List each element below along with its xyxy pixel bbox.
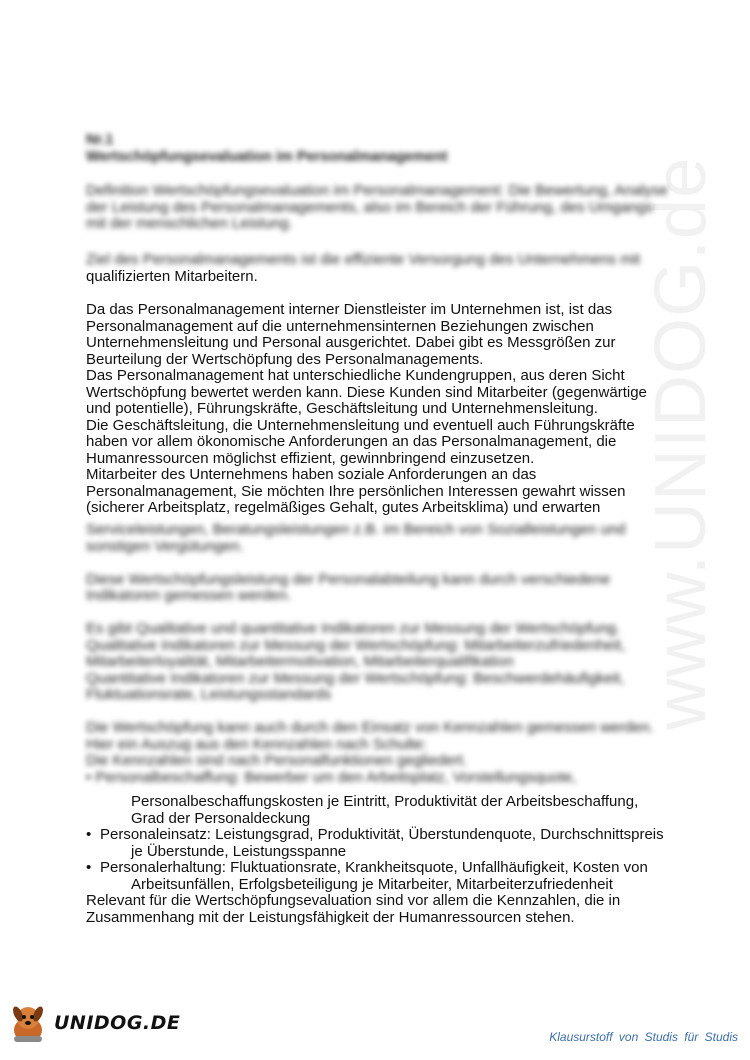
text-line: qualifizierten Mitarbeitern.: [86, 268, 258, 285]
footer-slogan: Klausurstoff von Studis für Studis: [549, 1030, 738, 1044]
text-line: Hier ein Auszug aus den Kennzahlen nach Schulte:: [86, 735, 428, 753]
list-continuation: [86, 877, 666, 894]
blurred-middle: [86, 522, 666, 786]
list-continuation: [86, 910, 666, 927]
text-line: Serviceleistungen, Beratungsleistungen z.B. im Bereich von Sozialleistungen und: [86, 521, 626, 538]
bullet-marker: •: [86, 826, 92, 843]
list-text: Arbeitsunfällen, Erfolgsbeteiligung je Mitarbeiter, Mitarbeiterzufriedenheit: [131, 875, 613, 893]
blurred-definition: [86, 183, 666, 233]
text-line: [86, 704, 666, 721]
text-line: Definition Wertschöpfungsevaluation im Personalmanagement: Die Bewertung, Analyse: [86, 182, 668, 199]
list-text: Grad der Personaldeckung: [131, 809, 311, 827]
text-line: • Personalbeschaffung: Bewerber um den Arbeitsplatz, Vorstellungsquote,: [86, 768, 577, 786]
list-text: Zusammenhang mit der Leistungsfähigkeit der Humanressourcen stehen.: [86, 908, 575, 926]
text-line: (sicherer Arbeitsplatz, regelmäßiges Gehalt, gutes Arbeitsklima) und erwarten: [86, 499, 601, 516]
text-line: und potentielle), Führungskräfte, Geschäftsleitung und Unternehmensleitung.: [86, 400, 598, 417]
text-line: Beurteilung der Wertschöpfung des Personalmanagements.: [86, 350, 484, 368]
document-heading: [86, 132, 448, 166]
dog-mascot-icon: [4, 1000, 52, 1048]
bullet-marker: •: [86, 859, 92, 876]
watermark: www.UNIDOG.de: [641, 156, 721, 730]
text-line: Das Personalmanagement hat unterschiedliche Kundengruppen, aus deren Sicht: [86, 367, 625, 384]
list-item: [86, 860, 666, 877]
text-line: [86, 286, 666, 303]
text-line: Da das Personalmanagement interner Dienstleister im Unternehmen ist, ist das: [86, 301, 613, 318]
text-line: Diese Wertschöpfungsleistung der Personalabteilung kann durch verschiedene: [86, 570, 611, 588]
list-text: je Überstunde, Leistungsspanne: [131, 842, 347, 860]
list-continuation: [86, 844, 666, 861]
text-line: Es gibt Qualitative und quantitative Indikatoren zur Messung der Wertschöpfung.: [86, 620, 621, 637]
text-line: haben vor allem ökonomische Anforderungen an das Personalmanagement, die: [86, 433, 617, 450]
text-line: Die Kennzahlen sind nach Personalfunktionen gegliedert.: [86, 752, 468, 769]
list-text: Personalbeschaffungskosten je Eintritt, Produktivität der Arbeitsbeschaffung,: [131, 793, 639, 810]
blurred-goal: [86, 252, 666, 269]
list-continuation: [86, 794, 666, 811]
text-line: [86, 555, 666, 572]
text-line: Wertschöpfung bewertet werden kann. Diese Kunden sind Mitarbeiter (gegenwärtige: [86, 383, 647, 401]
list-text: Personaleinsatz: Leistungsgrad, Produktivität, Überstundenquote, Durchschnittspreis: [100, 826, 664, 843]
list-continuation: [86, 893, 666, 910]
list-continuation: [86, 811, 666, 828]
text-line: Personalmanagement auf die unternehmensinternen Beziehungen zwischen: [86, 317, 594, 335]
text-line: Mitarbeiterloyalität, Mitarbeitermotivation, Mitarbeiterqualifikation: [86, 653, 514, 670]
heading-title: Wertschöpfungsevaluation im Personalmanagement: [86, 149, 448, 165]
list-item: [86, 827, 666, 844]
text-line: Die Geschäftsleitung, die Unternehmensleitung und eventuell auch Führungskräfte: [86, 416, 635, 434]
text-line: mit der menschlichen Leistung.: [86, 215, 293, 232]
text-line: [86, 605, 666, 622]
text-line: Unternehmensleitung und Personal ausgerichtet. Dabei gibt es Messgrößen zur: [86, 334, 616, 351]
text-line: Quantitative Indikatoren zur Messung der Wertschöpfung: Beschwerdehäufigkeit,: [86, 669, 625, 687]
text-line: Personalmanagement, Sie möchten Ihre persönlichen Interessen gewahrt wissen: [86, 482, 626, 500]
text-line: der Leistung des Personalmanagements, also im Bereich der Führung, des Umgangs: [86, 198, 653, 216]
visible-paragraph: [86, 269, 666, 517]
text-line: sonstigen Vergütungen.: [86, 537, 244, 555]
text-line: Ziel des Personalmanagements ist die effiziente Versorgung des Unternehmens mit: [86, 251, 641, 268]
text-line: Humanressourcen möglichst effizient, gewinnbringend einzusetzen.: [86, 449, 535, 467]
logo-text: UNIDOG.DE: [54, 1012, 181, 1034]
heading-number: Nr.1: [86, 132, 114, 148]
text-line: Fluktuationsrate, Leistungsstandards: [86, 686, 332, 703]
kennzahlen-list: [86, 794, 666, 926]
text-line: Indikatoren gemessen werden.: [86, 587, 292, 604]
unidog-logo: [4, 1000, 181, 1050]
list-text: Personalerhaltung: Fluktuationsrate, Krankheitsquote, Unfallhäufigkeit, Kosten von: [100, 859, 648, 876]
text-line: Mitarbeiter des Unternehmens haben soziale Anforderungen an das: [86, 466, 537, 483]
text-line: Die Wertschöpfung kann auch durch den Einsatz von Kennzahlen gemessen werden.: [86, 719, 654, 736]
text-line: Qualitative Indikatoren zur Messung der Wertschöpfung: Mitarbeiterzufriedenheit,: [86, 636, 626, 654]
list-text: Relevant für die Wertschöpfungsevaluation sind vor allem die Kennzahlen, die in: [86, 892, 621, 909]
